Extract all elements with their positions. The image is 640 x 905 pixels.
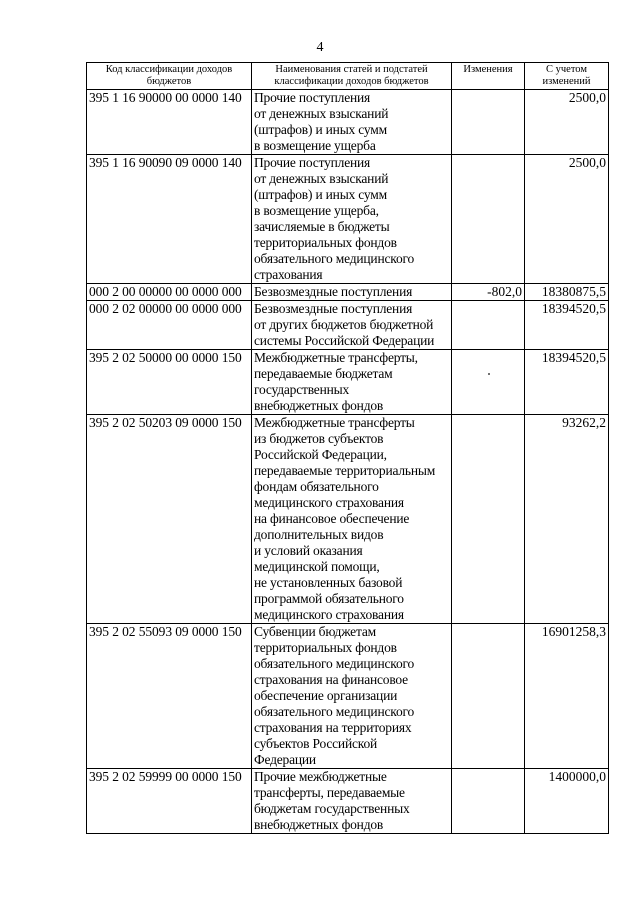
article-name-line: обеспечение организации [254, 688, 398, 703]
article-name [252, 90, 452, 155]
article-name-line: передаваемые территориальным [254, 463, 436, 478]
classification-code: 000 2 02 00000 00 0000 000 [87, 301, 252, 350]
total-value: 18394520,5 [525, 350, 609, 415]
classification-code: 395 2 02 50000 00 0000 150 [87, 350, 252, 415]
article-name [252, 301, 452, 350]
total-value: 2500,0 [525, 90, 609, 155]
article-name [252, 350, 452, 415]
article-name-line: территориальных фондов [254, 235, 397, 250]
article-name-line: внебюджетных фондов [254, 817, 384, 832]
article-name-line: обязательного медицинского [254, 251, 415, 266]
change-value [452, 155, 525, 284]
table-row [87, 284, 609, 301]
article-name-line: территориальных фондов [254, 640, 397, 655]
article-name-line: страхования на финансовое [254, 672, 408, 687]
article-name-line: Безвозмездные поступления [254, 284, 413, 299]
table-row [87, 90, 609, 155]
classification-code: 395 2 02 59999 00 0000 150 [87, 769, 252, 834]
change-value [452, 415, 525, 624]
article-name-line: Российской Федерации, [254, 447, 387, 462]
article-name-line: и условий оказания [254, 543, 363, 558]
total-value: 2500,0 [525, 155, 609, 284]
table-row [87, 301, 609, 350]
total-value: 18394520,5 [525, 301, 609, 350]
change-value [452, 769, 525, 834]
article-name-line: Безвозмездные поступления [254, 301, 413, 316]
page-number: 4 [316, 40, 324, 55]
article-name-line: Межбюджетные трансферты, [254, 350, 418, 365]
article-name-line: Прочие межбюджетные [254, 769, 387, 784]
article-name-line: дополнительных видов [254, 527, 384, 542]
table-row [87, 155, 609, 284]
article-name-line: медицинского страхования [254, 607, 404, 622]
article-name-line: передаваемые бюджетам [254, 366, 393, 381]
article-name-line: в возмещение ущерба [254, 138, 376, 153]
article-name-line: страхования [254, 267, 323, 282]
classification-code: 395 2 02 50203 09 0000 150 [87, 415, 252, 624]
article-name-line: программой обязательного [254, 591, 404, 606]
article-name [252, 769, 452, 834]
article-name-line: (штрафов) и иных сумм [254, 122, 387, 137]
change-value [452, 624, 525, 769]
article-name-line: из бюджетов субъектов [254, 431, 384, 446]
total-value: 18380875,5 [525, 284, 609, 301]
article-name-line: обязательного медицинского [254, 704, 415, 719]
budget-revenue-table [86, 62, 609, 834]
header-code: Код классификации доходов бюджетов [87, 63, 252, 90]
article-name-line: зачисляемые в бюджеты [254, 219, 390, 234]
article-name [252, 284, 452, 301]
change-value [452, 90, 525, 155]
total-value: 1400000,0 [525, 769, 609, 834]
article-name-line: на финансовое обеспечение [254, 511, 410, 526]
table-row [87, 350, 609, 415]
header-total: С учетом изменений [525, 63, 609, 90]
article-name-line: внебюджетных фондов [254, 398, 384, 413]
table-row [87, 415, 609, 624]
article-name-line: от денежных взысканий [254, 106, 389, 121]
article-name-line: от денежных взысканий [254, 171, 389, 186]
table-body [87, 90, 609, 834]
article-name-line: фондам обязательного [254, 479, 379, 494]
article-name-line: медицинской помощи, [254, 559, 380, 574]
scan-speck [488, 373, 490, 375]
article-name-line: бюджетам государственных [254, 801, 410, 816]
article-name-line: медицинского страхования [254, 495, 404, 510]
article-name-line: системы Российской Федерации [254, 333, 435, 348]
article-name-line: трансферты, передаваемые [254, 785, 405, 800]
article-name-line: Прочие поступления [254, 90, 371, 105]
article-name-line: (штрафов) и иных сумм [254, 187, 387, 202]
article-name-line: Прочие поступления [254, 155, 371, 170]
article-name-line: Федерации [254, 752, 316, 767]
change-value: -802,0 [452, 284, 525, 301]
article-name-line: в возмещение ущерба, [254, 203, 379, 218]
article-name-line: Межбюджетные трансферты [254, 415, 415, 430]
total-value: 16901258,3 [525, 624, 609, 769]
article-name-line: Субвенции бюджетам [254, 624, 376, 639]
table-row [87, 769, 609, 834]
article-name-line: субъектов Российской [254, 736, 378, 751]
header-name: Наименования статей и подстатей классификации доходов бюджетов [252, 63, 452, 90]
article-name-line: не установленных базовой [254, 575, 403, 590]
change-value [452, 301, 525, 350]
article-name [252, 415, 452, 624]
classification-code: 395 1 16 90000 00 0000 140 [87, 90, 252, 155]
classification-code: 395 1 16 90090 09 0000 140 [87, 155, 252, 284]
article-name-line: обязательного медицинского [254, 656, 415, 671]
table-header-row [87, 63, 609, 90]
change-value [452, 350, 525, 415]
article-name-line: государственных [254, 382, 350, 397]
total-value: 93262,2 [525, 415, 609, 624]
article-name-line: страхования на территориях [254, 720, 412, 735]
article-name [252, 624, 452, 769]
classification-code: 395 2 02 55093 09 0000 150 [87, 624, 252, 769]
header-change: Изменения [452, 63, 525, 90]
article-name-line: от других бюджетов бюджетной [254, 317, 434, 332]
article-name [252, 155, 452, 284]
table-row [87, 624, 609, 769]
classification-code: 000 2 00 00000 00 0000 000 [87, 284, 252, 301]
